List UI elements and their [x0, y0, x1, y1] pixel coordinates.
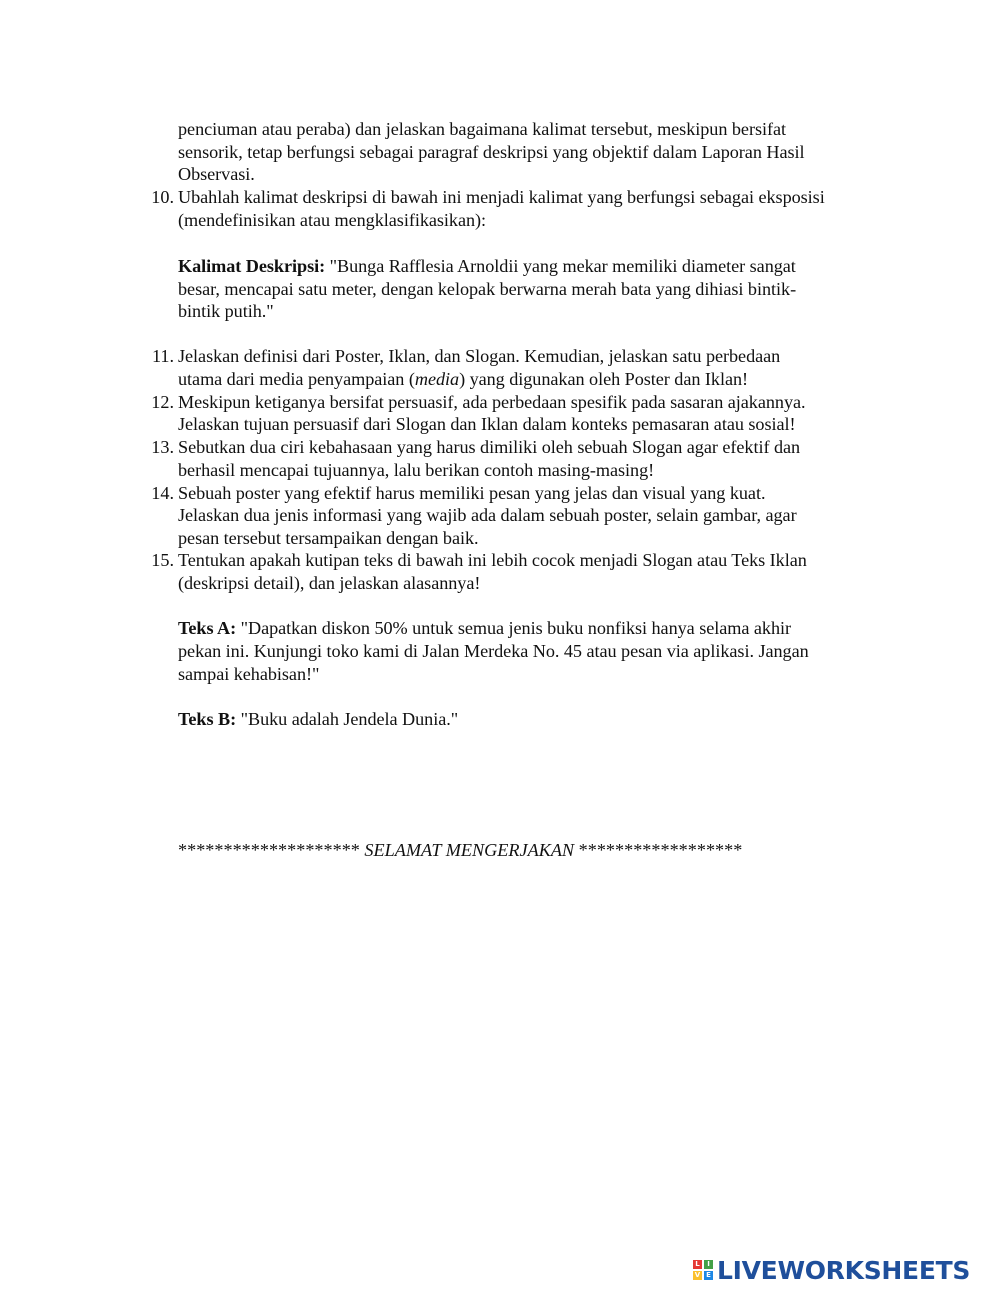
- closing-message: [178, 839, 742, 861]
- item10-quote-text1: "Bunga Rafflesia Arnoldii yang mekar memiliki diameter sangat: [325, 256, 796, 276]
- teks-a-line1: [178, 617, 791, 639]
- item15-line1: Tentukan apakah kutipan teks di bawah ini lebih cocok menjadi Slogan atau Teks Iklan: [178, 550, 807, 570]
- teks-a-label: Teks A:: [178, 618, 237, 638]
- item14-line3: pesan tersebut tersampaikan dengan baik.: [178, 528, 479, 548]
- item9-line3: Observasi.: [178, 164, 255, 184]
- kalimat-deskripsi-label: Kalimat Deskripsi:: [178, 256, 326, 276]
- item10-number: 10.: [151, 187, 174, 207]
- item12-line1: Meskipun ketiganya bersifat persuasif, ada perbedaan spesifik pada sasaran ajakannya.: [178, 392, 806, 412]
- closing-text: SELAMAT MENGERJAKAN: [364, 840, 575, 860]
- item10-quote-line3: bintik putih.": [178, 301, 274, 321]
- item10-line1: Ubahlah kalimat deskripsi di bawah ini menjadi kalimat yang berfungsi sebagai eksposisi: [178, 187, 825, 207]
- teks-b-label: Teks B:: [178, 709, 237, 729]
- logo-text: LIVEWORKSHEETS: [717, 1255, 971, 1285]
- item10-quote-line2: besar, mencapai satu meter, dengan kelopak berwarna merah bata yang dihiasi bintik-: [178, 279, 797, 299]
- item14-number: 14.: [151, 483, 174, 503]
- item13-number: 13.: [151, 437, 174, 457]
- item11-line2-b: ) yang digunakan oleh Poster dan Iklan!: [459, 369, 749, 389]
- teks-a-line3: sampai kehabisan!": [178, 664, 320, 684]
- item14-line1: Sebuah poster yang efektif harus memiliki pesan yang jelas dan visual yang kuat.: [178, 483, 766, 503]
- logo-mark-tile-4: E: [704, 1271, 713, 1280]
- item13-line2: berhasil mencapai tujuannya, lalu berikan contoh masing-masing!: [178, 460, 655, 480]
- item11-number: 11.: [151, 346, 174, 366]
- teks-a-text1: "Dapatkan diskon 50% untuk semua jenis buku nonfiksi hanya selama akhir: [236, 618, 792, 638]
- item9-line2: sensorik, tetap berfungsi sebagai paragraf deskripsi yang objektif dalam Laporan Hasil: [178, 142, 805, 162]
- teks-a-line2: pekan ini. Kunjungi toko kami di Jalan Merdeka No. 45 atau pesan via aplikasi. Jangan: [178, 641, 809, 661]
- teks-b-line: [178, 708, 458, 730]
- item10-line2: (mendefinisikan atau mengklasifikasikan):: [178, 210, 487, 230]
- item9-line1: penciuman atau peraba) dan jelaskan bagaimana kalimat tersebut, meskipun bersifat: [178, 119, 787, 139]
- logo-mark-tile-2: I: [704, 1260, 713, 1269]
- item14-line2: Jelaskan dua jenis informasi yang wajib ada dalam sebuah poster, selain gambar, agar: [178, 505, 797, 525]
- logo-mark-icon: [693, 1260, 713, 1280]
- item13-line1: Sebutkan dua ciri kebahasaan yang harus dimiliki oleh sebuah Slogan agar efektif dan: [178, 437, 801, 457]
- item12-line2: Jelaskan tujuan persuasif dari Slogan dan Iklan dalam konteks pemasaran atau sosial!: [178, 414, 796, 434]
- logo-mark-tile-3: V: [694, 1271, 701, 1279]
- item12-number: 12.: [151, 392, 174, 412]
- item11-media-italic: media: [414, 369, 460, 389]
- item15-number: 15.: [151, 550, 174, 570]
- stars-right: ******************: [574, 840, 743, 860]
- logo-mark-tile-1: L: [693, 1260, 702, 1269]
- item11-line1: Jelaskan definisi dari Poster, Iklan, dan Slogan. Kemudian, jelaskan satu perbedaan: [178, 346, 781, 366]
- liveworksheets-logo: [693, 1256, 970, 1284]
- stars-left: ********************: [178, 840, 365, 860]
- item11-line2-a: utama dari media penyampaian (: [178, 369, 415, 389]
- item11-line2: [178, 368, 748, 390]
- item15-line2: (deskripsi detail), dan jelaskan alasannya!: [178, 573, 481, 593]
- teks-b-text: "Buku adalah Jendela Dunia.": [236, 709, 459, 729]
- item10-quote-line1: [178, 255, 796, 277]
